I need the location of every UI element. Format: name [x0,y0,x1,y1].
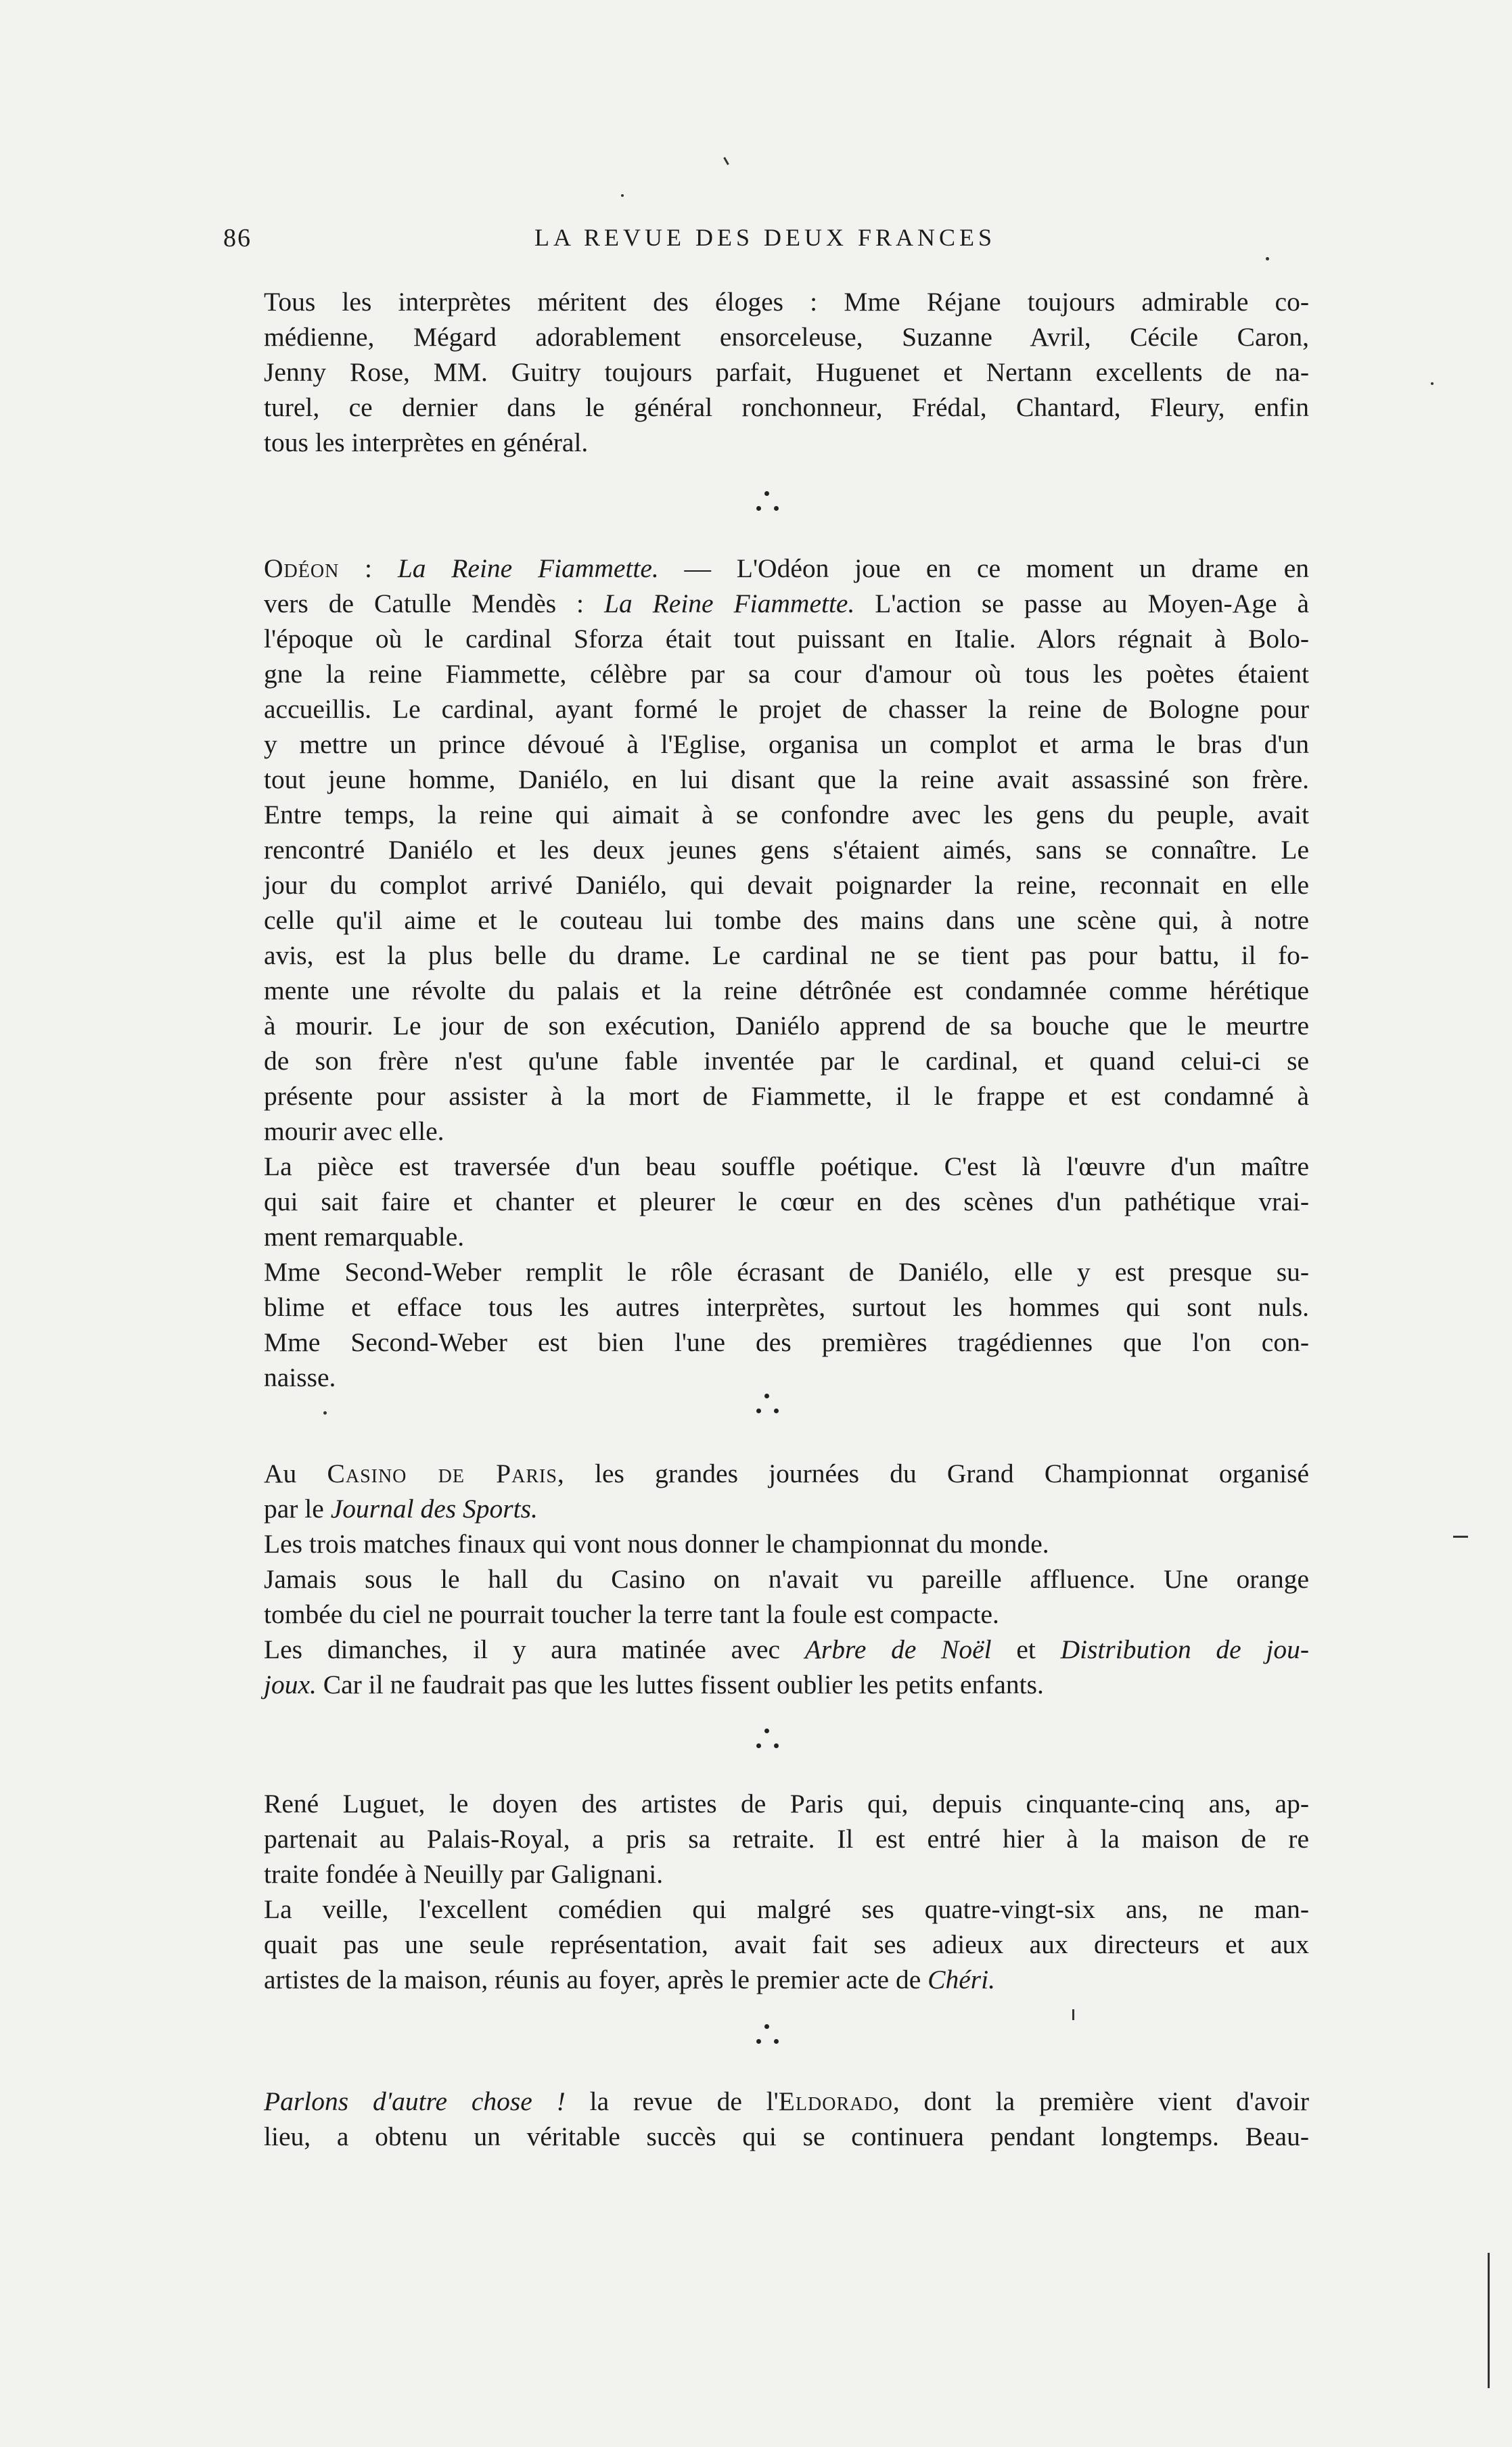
text-line: ment remarquable. [264,1222,465,1252]
text-line: mourir avec elle. [264,1116,444,1146]
scan-speck [323,1411,327,1415]
text-line: par le Journal des Sports. [264,1494,538,1524]
page-header [223,223,1306,264]
text-line: gne la reine Fiammette, célèbre par sa cour d'amour où tous les poètes étaient [264,659,1309,689]
scan-speck [1072,2009,1074,2020]
text-line: y mettre un prince dévoué à l'Eglise, organisa un complot et arma le bras d'un [264,729,1309,759]
text-line: Odéon : La Reine Fiammette. — L'Odéon joue en ce moment un drame en [264,553,1309,583]
text-line: traite fondée à Neuilly par Galignani. [264,1859,664,1889]
text-line: de son frère n'est qu'une fable inventée par le cardinal, et quand celui-ci se [264,1046,1309,1076]
text-line: Parlons d'autre chose ! la revue de l'Eldorado, dont la première vient d'avoir [264,2086,1309,2116]
venue-casino: Casino de Paris [327,1459,557,1488]
text-line: celle qu'il aime et le couteau lui tombe des mains dans une scène qui, à notre [264,905,1309,935]
article-odeon [264,551,1309,1395]
article-eldorado [264,2084,1309,2154]
text-line: Jamais sous le hall du Casino on n'avait vu pareille affluence. Une orange [264,1564,1309,1594]
section-ornament [750,1394,790,1427]
text-line: présente pour assister à la mort de Fiammette, il le frappe et est condamné à [264,1081,1309,1111]
text-line: mente une révolte du palais et la reine détrônée est condamnée comme hérétique [264,976,1309,1005]
text-line: qui sait faire et chanter et pleurer le cœur en des scènes d'un pathétique vrai- [264,1187,1309,1216]
scan-speck [621,194,624,197]
text-line: médienne, Mégard adorablement ensorceleuse, Suzanne Avril, Cécile Caron, [264,322,1309,352]
text-line: naisse. [264,1363,336,1392]
venue-eldorado: Eldorado [778,2086,893,2116]
section-ornament [750,491,790,525]
text-line: Mme Second-Weber remplit le rôle écrasant de Daniélo, elle y est presque su- [264,1257,1309,1287]
text-line: à mourir. Le jour de son exécution, Daniélo apprend de sa bouche que le meurtre [264,1011,1309,1040]
text-line: Les trois matches finaux qui vont nous donner le championnat du monde. [264,1529,1049,1559]
text-line: avis, est la plus belle du drame. Le cardinal ne se tient pas pour battu, il fo- [264,940,1309,970]
journal-title: Journal des Sports. [330,1494,538,1524]
text-line: partenait au Palais-Royal, a pris sa retraite. Il est entré hier à la maison de re [264,1824,1309,1854]
text-line: jour du complot arrivé Daniélo, qui devait poignarder la reine, reconnait en elle [264,870,1309,900]
text-line: tous les interprètes en général. [264,428,589,457]
scan-speck [1488,2253,1490,2388]
section-ornament [750,2024,790,2058]
scan-speck [723,157,729,165]
text-line: artistes de la maison, réunis au foyer, après le premier acte de Chéri. [264,1965,995,1994]
text-line: La pièce est traversée d'un beau souffle poétique. C'est là l'œuvre d'un maître [264,1151,1309,1181]
play-title: La Reine Fiammette. [604,589,855,618]
text-line: Les dimanches, il y aura matinée avec Arbre de Noël et Distribution de jou- [264,1634,1309,1664]
section-ornament [750,1729,790,1762]
text-line: vers de Catulle Mendès : La Reine Fiammette. L'action se passe au Moyen-Age à [264,589,1309,618]
text-line: turel, ce dernier dans le général ronchonneur, Frédal, Chantard, Fleury, enfin [264,392,1309,422]
text-line: quait pas une seule représentation, avait fait ses adieux aux directeurs et aux [264,1929,1309,1959]
text-line: accueillis. Le cardinal, ayant formé le projet de chasser la reine de Bologne pour [264,694,1309,724]
text-line: l'époque où le cardinal Sforza était tout puissant en Italie. Alors régnait à Bolo- [264,624,1309,654]
text-line: Jenny Rose, MM. Guitry toujours parfait, Huguenet et Nertann excellents de na- [264,357,1309,387]
running-title: LA REVUE DES DEUX FRANCES [534,224,996,251]
text-line: blime et efface tous les autres interprètes, surtout les hommes qui sont nuls. [264,1292,1309,1322]
scan-speck [1431,382,1434,385]
text-line: tombée du ciel ne pourrait toucher la terre tant la foule est compacte. [264,1599,999,1629]
article-casino [264,1456,1309,1702]
text-line: Au Casino de Paris, les grandes journées du Grand Championnat organisé [264,1459,1309,1488]
scan-speck [1453,1536,1468,1538]
text-line: joux. Car il ne faudrait pas que les luttes fissent oublier les petits enfants. [264,1670,1044,1699]
text-line: La veille, l'excellent comédien qui malgré ses quatre-vingt-six ans, ne man- [264,1894,1309,1924]
text-line: Tous les interprètes méritent des éloges : Mme Réjane toujours admirable co- [264,287,1309,317]
page-number: 86 [223,224,252,252]
text-line: rencontré Daniélo et les deux jeunes gens s'étaient aimés, sans se connaître. Le [264,835,1309,865]
paragraph-interpretes [264,284,1309,460]
play-title: La Reine Fiammette. [397,553,659,583]
text-line: lieu, a obtenu un véritable succès qui se continuera pendant longtemps. Beau- [264,2122,1309,2151]
text-line: tout jeune homme, Daniélo, en lui disant que la reine avait assassiné son frère. [264,764,1309,794]
venue-odeon: Odéon [264,553,340,583]
text-line: René Luguet, le doyen des artistes de Paris qui, depuis cinquante-cinq ans, ap- [264,1789,1309,1819]
article-luguet [264,1786,1309,1997]
text-line: Mme Second-Weber est bien l'une des premières tragédiennes que l'on con- [264,1327,1309,1357]
text-line: Entre temps, la reine qui aimait à se confondre avec les gens du peuple, avait [264,800,1309,829]
